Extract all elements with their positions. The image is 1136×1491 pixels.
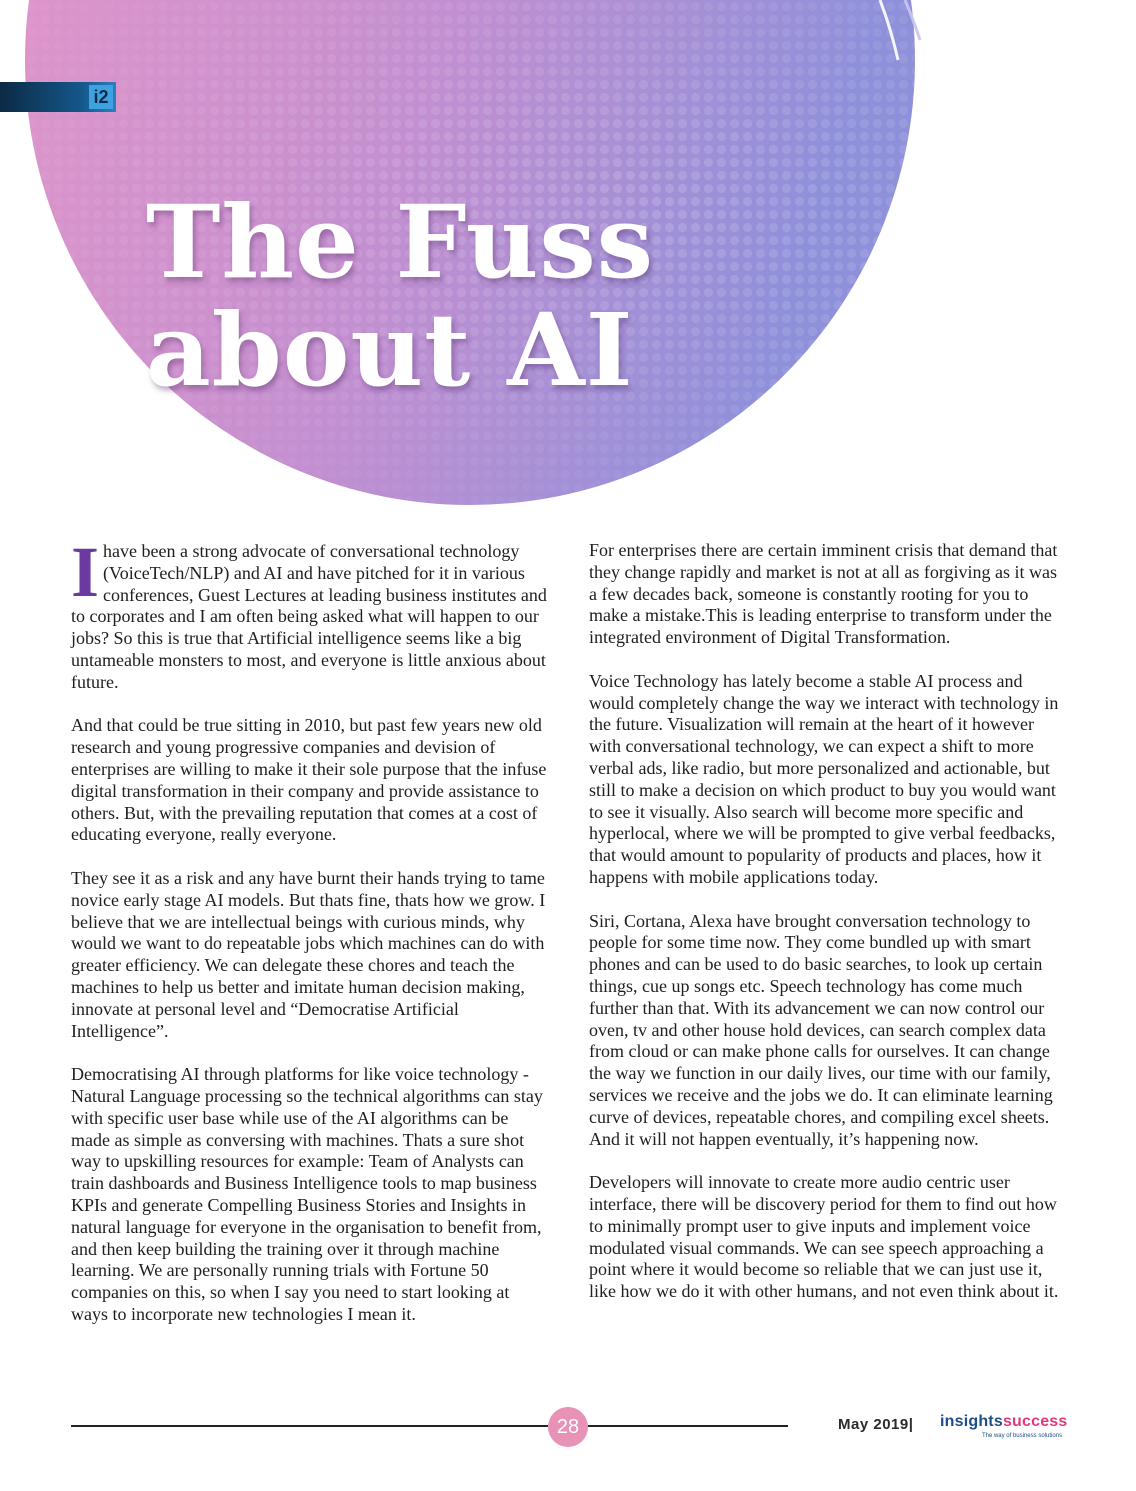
- paragraph: For enterprises there are certain imminent crisis that demand that they change rapidly and market is not at all as forgiving as it was a few decades back, someone is constantly rooting for you to make a mistake.This is leading enterprise to transform under the integrated environment of Digital Transformation.: [589, 540, 1058, 648]
- paragraph: Voice Technology has lately become a stable AI process and would completely change the way we interact with technology in the future. Visualization will remain at the heart of it however with conversational technology, we can expect a shift to more verbal ads, like radio, but more personalized and actionable, but still to make a decision on which product to buy you would want to see it visually. Also search will become more specific and hyperlocal, where we will be prompted to give verbal feedbacks, that would amount to popularity of products and places, how it happens with mobile applications today.: [589, 670, 1059, 887]
- paragraph: Democratising AI through platforms for like voice technology - Natural Language processing so the technical algorithms can stay with specific user base while use of the AI algorithms can be made as simple as conversing with machines. Thats a sure shot way to upskilling resources for example: Team of Analysts can train dashboards and Business Intelligence tools to map business KPIs and generate Compelling Business Stories and Insights in natural language for everyone in the organisation to benefit from, and then keep building the training over it through machine learning. We are personally running trials with Fortune 50 companies on this, so when I say you need to start looking at ways to incorporate new technologies I mean it.: [71, 1064, 543, 1324]
- footer-rule-right: [588, 1425, 788, 1427]
- title-line-2: about AI: [146, 291, 634, 409]
- paragraph: Ihave been a strong advocate of conversational technology (VoiceTech/NLP) and AI and have pitched for it in various conferences, Guest Lectures at leading business institutes and to corporates and I am often being asked what will happen to our jobs? So this is true that Artificial intelligence seems like a big untameable monsters to most, and everyone is little anxious about future.: [71, 532, 547, 692]
- issue-date: May 2019|: [838, 1416, 914, 1433]
- section-badge: [0, 82, 116, 112]
- brand-name-part1: insights: [940, 1413, 1003, 1430]
- drop-cap: I: [71, 532, 100, 612]
- footer-rule-left: [71, 1425, 548, 1427]
- article-left-column: [71, 532, 547, 1347]
- paragraph: They see it as a risk and any have burnt their hands trying to tame novice early stage AI models. But thats fine, thats how we grow. I believe that we are intellectual beings with curious minds, why would we want to do repeatable jobs which machines can do with greater efficiency. We can delegate these chores and teach the machines to help us better and imitate human decision making, innovate at personal level and “Democratise Artificial Intelligence”.: [71, 867, 546, 1041]
- hero-banner: [0, 0, 1136, 520]
- page-number: 28: [548, 1407, 588, 1447]
- article-title: [146, 183, 655, 409]
- article-right-column: [589, 540, 1067, 1325]
- brand-name-part2: success: [1002, 1413, 1068, 1430]
- brand-tagline: The way of business solutions: [981, 1433, 1062, 1439]
- paragraph: Siri, Cortana, Alexa have brought conversation technology to people for some time now. They come bundled up with smart phones and can be used to do basic searches, to look up certain things, cue up songs etc. Speech technology has come much further than that. With its advancement we can now control our oven, tv and other house hold devices, can search complex data from cloud or can make phone calls for ourselves. It can change the way we function in our daily lives, our time with our family, services we receive and the jobs we do. It can eliminate learning curve of devices, repeatable chores, and compiling excel sheets. And it will not happen eventually, it’s happening now.: [589, 910, 1053, 1149]
- paragraph: And that could be true sitting in 2010, but past few years new old research and young progressive companies and devision of enterprises are willing to make it their sole purpose that the infuse digital transformation in their company and provide assistance to others. But, with the prevailing reputation that comes at a cost of educating everyone, really everyone.: [71, 715, 547, 845]
- paragraph: Developers will innovate to create more audio centric user interface, there will be discovery period for them to find out how to minimally prompt user to give inputs and implement voice modulated visual commands. We can see speech approaching a point where it would become so reliable that we can just use it, like how we do it with other humans, and not even think about it.: [589, 1172, 1059, 1302]
- brand-logo: [940, 1412, 1068, 1442]
- publication-logo-mark: i2: [89, 85, 113, 109]
- title-line-1: The Fuss: [146, 183, 655, 301]
